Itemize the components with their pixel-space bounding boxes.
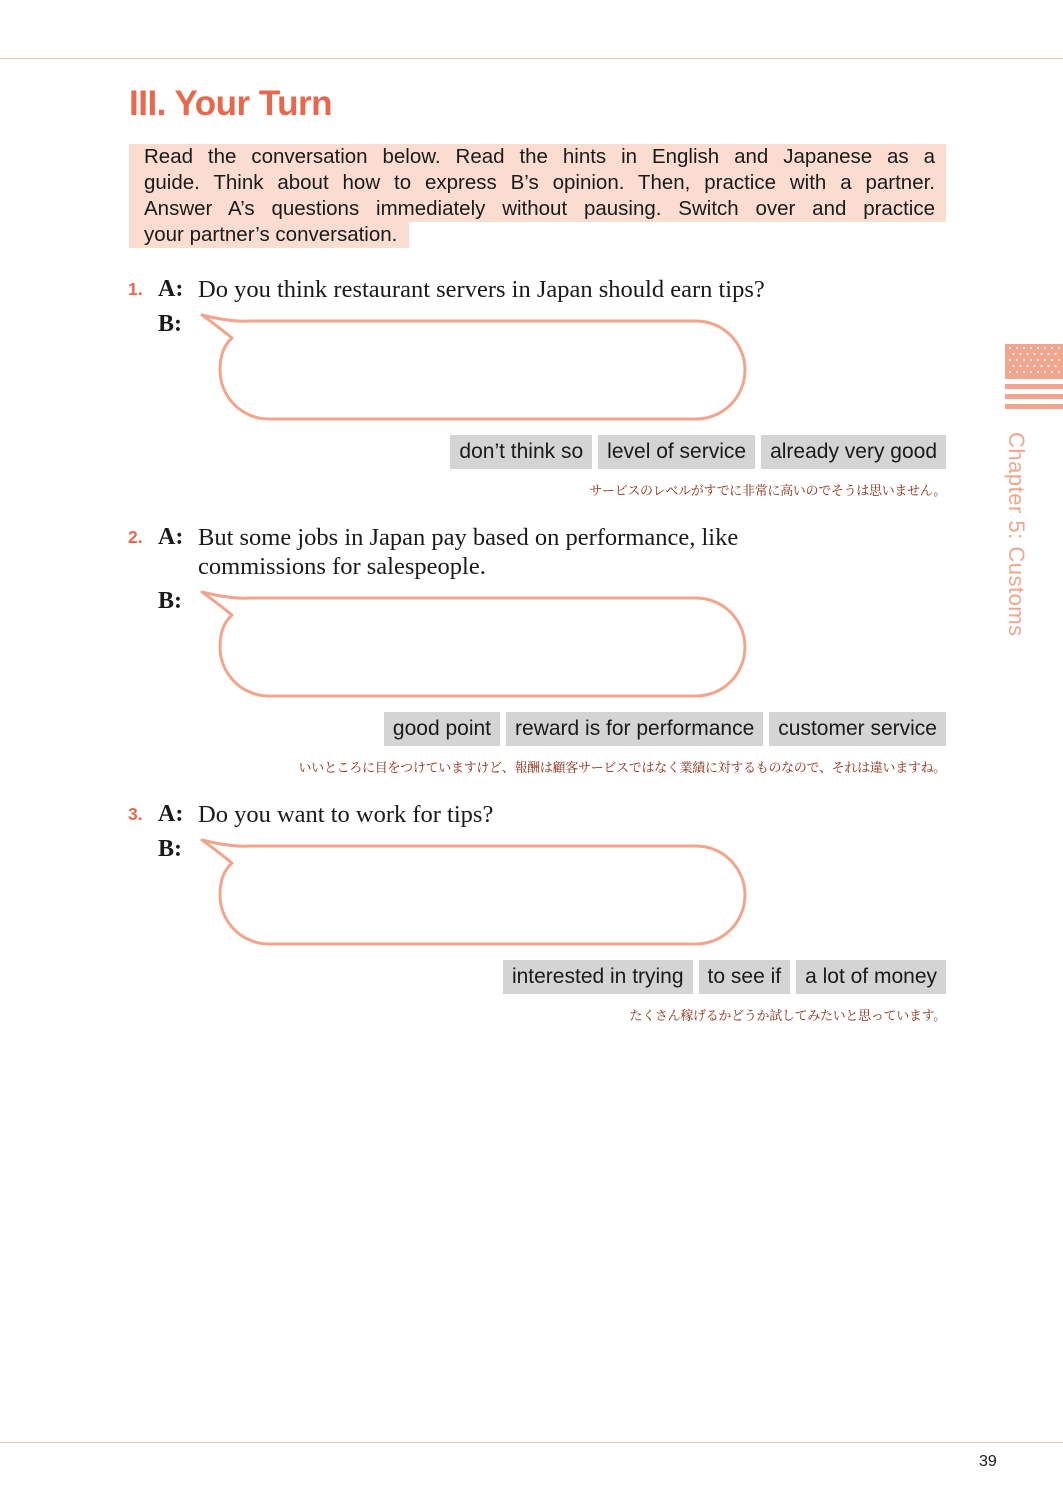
- hint-chip: a lot of money: [796, 960, 946, 994]
- hint-chip: reward is for performance: [506, 712, 763, 746]
- question-text: [198, 523, 878, 581]
- page-number: 39: [979, 1453, 997, 1470]
- question-number: 3.: [128, 804, 143, 824]
- question-text-line: But some jobs in Japan pay based on performance, like: [198, 524, 739, 551]
- question-number: 1.: [128, 279, 143, 299]
- hint-chip: good point: [384, 712, 500, 746]
- hint-chips: [450, 435, 946, 469]
- chapter-side-tab: Chapter 5: Customs: [1004, 432, 1029, 637]
- question-text-line: commissions for salespeople.: [198, 553, 486, 580]
- hint-chip: don’t think so: [450, 435, 592, 469]
- speaker-a-label: A:: [158, 801, 184, 827]
- hint-chip: level of service: [598, 435, 755, 469]
- hint-chip: to see if: [699, 960, 791, 994]
- japanese-hint: たくさん稼げるかどうか試してみたいと思っています。: [629, 1009, 946, 1024]
- speaker-b-label: B:: [158, 311, 182, 337]
- instructions-line: your partner’s conversation.: [129, 222, 409, 248]
- hint-chip: already very good: [761, 435, 946, 469]
- japanese-hint: いいところに目をつけていますけど、報酬は顧客サービスではなく業績に対するものなので、それは違いますね。: [298, 761, 946, 776]
- answer-speech-bubble[interactable]: [196, 312, 756, 422]
- hint-chips: [503, 960, 946, 994]
- speaker-a-label: A:: [158, 276, 184, 302]
- instructions-line: Read the conversation below. Read the hints in English and Japanese as a: [129, 144, 946, 170]
- hint-chip: interested in trying: [503, 960, 693, 994]
- hint-chips: [384, 712, 946, 746]
- section-title: III. Your Turn: [129, 84, 332, 123]
- speaker-a-label: A:: [158, 524, 184, 550]
- instructions-box: [129, 144, 946, 255]
- japanese-hint: サービスのレベルがすでに非常に高いのでそうは思いません。: [589, 484, 946, 499]
- instructions-line: Answer A’s questions immediately without pausing. Switch over and practice: [129, 196, 946, 222]
- speaker-b-label: B:: [158, 836, 182, 862]
- question-text: Do you think restaurant servers in Japan should earn tips?: [198, 276, 765, 303]
- question-text: Do you want to work for tips?: [198, 801, 494, 828]
- speaker-b-label: B:: [158, 588, 182, 614]
- answer-speech-bubble[interactable]: [196, 589, 756, 699]
- bottom-rule: [0, 1442, 1063, 1443]
- question-number: 2.: [128, 527, 143, 547]
- us-flag-icon: [1005, 344, 1063, 410]
- answer-speech-bubble[interactable]: [196, 837, 756, 947]
- instructions-line: guide. Think about how to express B’s opinion. Then, practice with a partner.: [129, 170, 946, 196]
- top-rule: [0, 58, 1063, 59]
- hint-chip: customer service: [769, 712, 946, 746]
